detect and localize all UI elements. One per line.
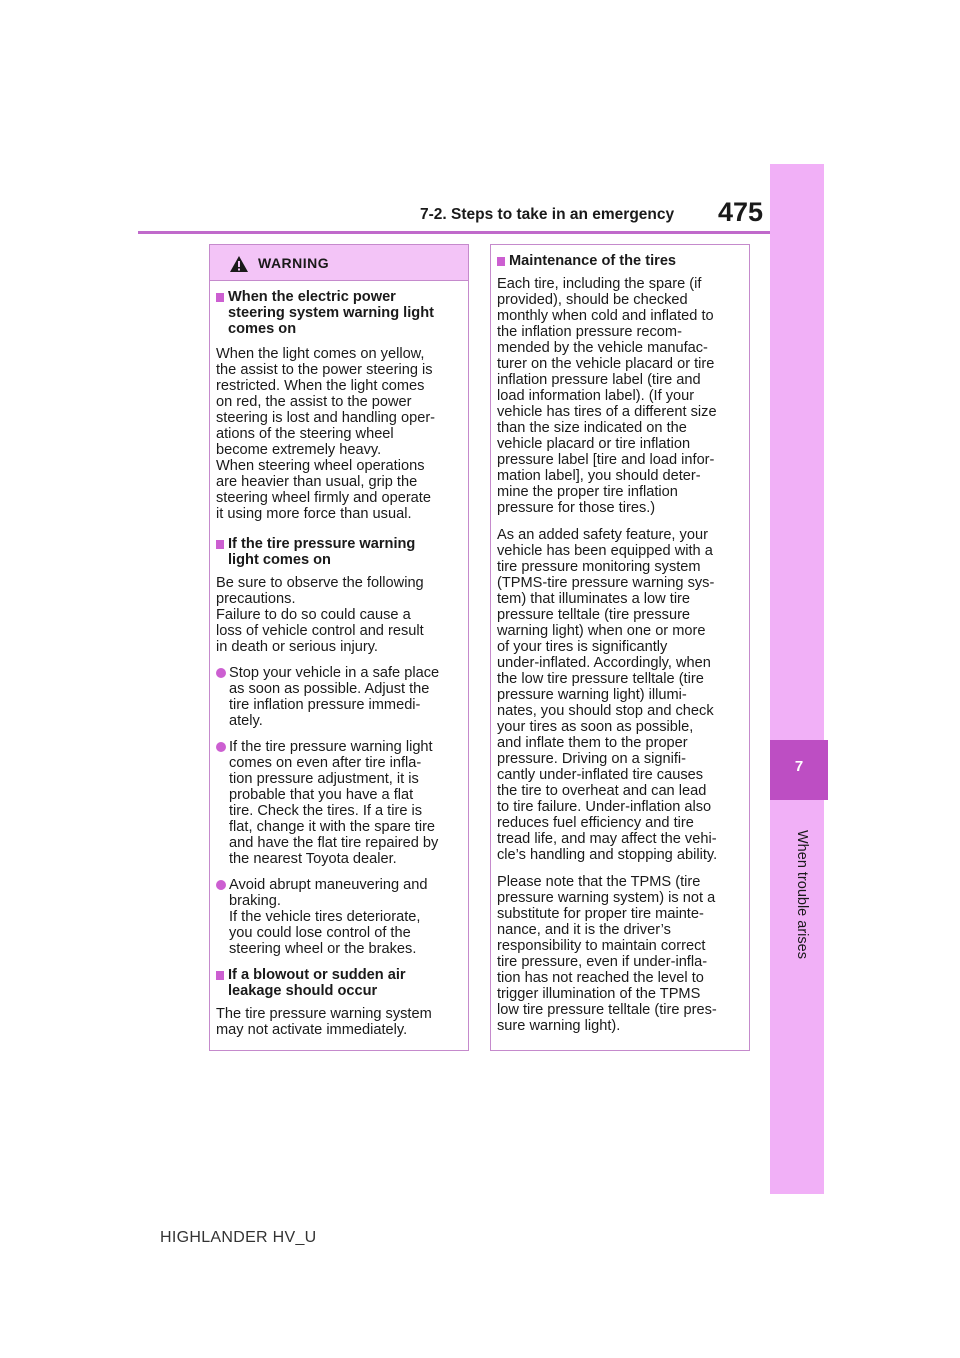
electric-steering-text: When the light comes on yellow, the assist to the power steering is restricted. When the light comes on red, the assist to the power steering is lost and handling oper- ations of the steering wheel become extremely heavy. When steering wheel operations are heavier than usual, grip the steering wheel firmly and operate it using more force than usual. — [216, 346, 436, 522]
round-bullet-icon — [216, 742, 226, 752]
chapter-side-tab — [770, 164, 824, 1194]
square-bullet-icon — [216, 971, 224, 980]
header-divider — [138, 231, 770, 234]
chapter-number: 7 — [794, 758, 804, 775]
page-number: 475 — [718, 197, 764, 227]
list-item: If the tire pressure warning light comes on even after tire infla- tion pressure adjustment, it is probable that you have a flat tire. Check the tires. If a tire is flat, change it with the spare tire and have the flat tire repaired by the nearest Toyota dealer. — [216, 739, 462, 867]
square-bullet-icon — [216, 540, 224, 549]
maintenance-paragraph: Please note that the TPMS (tire pressure warning system) is not a substitute for proper tire mainte- nance, and it is the driver’s responsibility to maintain correct tire pressure, even if under-infla- tion has not reached the level to trigger illumination of the TPMS low tire pressure telltale (tire pres- sure warning light). — [497, 874, 717, 1034]
section-heading-maintenance: Maintenance of the tires — [497, 253, 743, 269]
round-bullet-icon — [216, 880, 226, 890]
maintenance-paragraph: As an added safety feature, your vehicle has been equipped with a tire pressure monitoring system (TPMS-tire pressure warning sys- tem) that illuminates a low tire pressure telltale (tire pressure warning light) when one or more of your tires is significantly under-inflated. Accordingly, when the low tire pressure telltale (tire pressure warning light) illumi- nates, you should stop and check your tires as soon as possible, and inflate them to the proper pressure. Driving on a signifi- cantly under-inflated tire causes the tire to overheat and can lead to tire failure. Under-inflation also reduces fuel efficiency and tire tread life, and may affect the vehi- cle’s handling and stopping ability. — [497, 527, 718, 863]
warning-box — [209, 244, 469, 1051]
section-heading-electric-steering: When the electric power steering system warning light comes on — [216, 289, 462, 337]
round-bullet-icon — [216, 668, 226, 678]
list-item: Avoid abrupt maneuvering and braking. If the vehicle tires deteriorate, you could lose control of the steering wheel or the brakes. — [216, 877, 462, 957]
warning-header — [210, 245, 468, 281]
tire-pressure-text: Be sure to observe the following precautions. Failure to do so could cause a loss of vehicle control and result in death or serious injury. — [216, 575, 424, 655]
section-title: 7-2. Steps to take in an emergency — [420, 206, 675, 223]
square-bullet-icon — [216, 293, 224, 302]
maintenance-content — [491, 245, 749, 1034]
maintenance-paragraph: Each tire, including the spare (if provided), should be checked monthly when cold and inflated to the inflation pressure recom- mended by the vehicle manufac- turer on the vehicle placard or tire inflation pressure label (tire and load information label). (If your vehicle has tires of a different size than the size indicated on the vehicle placard or tire inflation pressure label [tire and load infor- mation label], you should deter- mine the proper tire inflation pressure for those tires.) — [497, 276, 717, 516]
list-item: Stop your vehicle in a safe place as soon as possible. Adjust the tire inflation pressure immedi- ately. — [216, 665, 462, 729]
footer-model: HIGHLANDER HV_U — [160, 1229, 317, 1246]
warning-title: WARNING — [258, 255, 330, 271]
section-heading-tire-pressure: If the tire pressure warning light comes on — [216, 536, 462, 568]
warning-content — [210, 281, 468, 1038]
maintenance-box — [490, 244, 750, 1051]
blowout-text: The tire pressure warning system may not activate immediately. — [216, 1006, 432, 1038]
chapter-label: When trouble arises — [794, 830, 810, 959]
section-heading-blowout: If a blowout or sudden air leakage should occur — [216, 967, 462, 999]
warning-triangle-icon — [229, 255, 249, 273]
square-bullet-icon — [497, 257, 505, 266]
